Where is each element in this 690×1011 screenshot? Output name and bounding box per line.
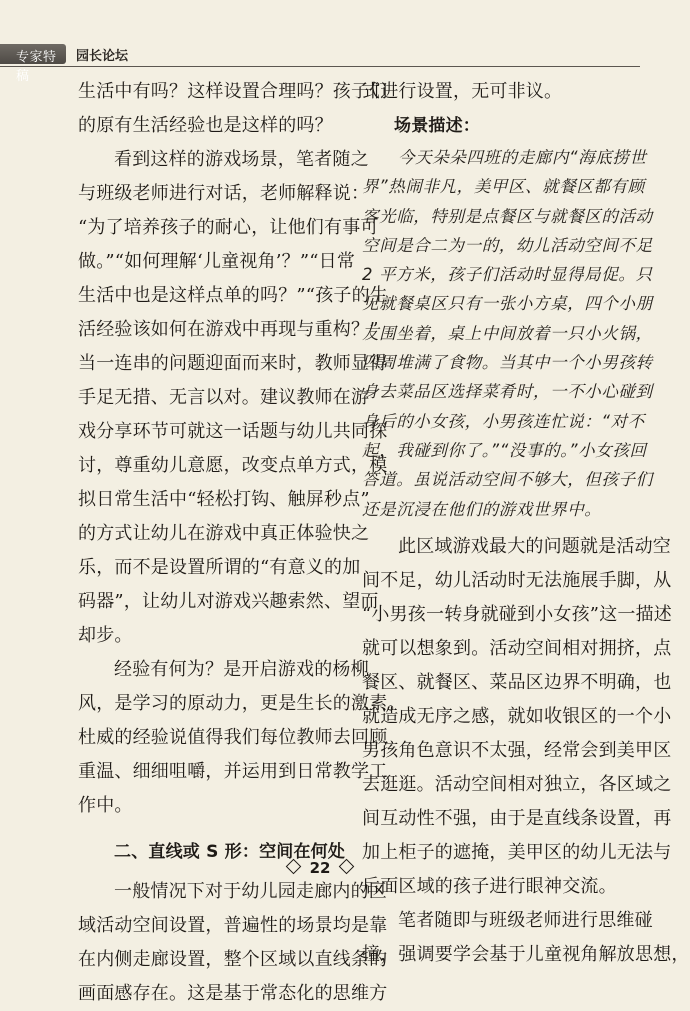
scene-line: 四周堆满了食物。当其中一个小男孩转 bbox=[362, 353, 653, 373]
text-line: 戏分享环节可就这一话题与幼儿共同探 bbox=[78, 421, 388, 442]
header-tab-label: 专家特稿 bbox=[16, 50, 57, 84]
diamond-left-icon bbox=[286, 859, 302, 875]
text-line: 男孩角色意识不太强，经常会到美甲区 bbox=[362, 739, 672, 761]
scene-line: 空间是合二为一的，幼儿活动空间不足 bbox=[362, 235, 653, 255]
text-line: 做。”“如何理解‘儿童视角’？”“日常 bbox=[78, 251, 356, 272]
scene-label: 场景描述： bbox=[394, 116, 480, 136]
text-line: 讨，尊重幼儿意愿，改变点单方式，模 bbox=[78, 455, 388, 476]
scene-line: 界”热闹非凡，美甲区、就餐区都有顾 bbox=[362, 177, 645, 197]
scene-line: 答道。虽说活动空间不够大，但孩子们 bbox=[362, 470, 653, 490]
text-line: 乐，而不是设置所谓的“有意义的加 bbox=[78, 557, 361, 578]
page-number: 22 bbox=[309, 859, 331, 877]
page-header bbox=[0, 44, 640, 84]
text-line: 手足无措、无言以对。建议教师在游 bbox=[78, 387, 370, 408]
text-line: 重温、细细咀嚼，并运用到日常教学工 bbox=[78, 761, 388, 782]
text-line: 域活动空间设置，普遍性的场景均是靠 bbox=[78, 915, 388, 936]
scene-line: 见就餐桌区只有一张小方桌，四个小朋 bbox=[362, 294, 653, 314]
scene-line: 友围坐着，桌上中间放着一只小火锅， bbox=[362, 323, 653, 343]
scene-line: 身后的小女孩，小男孩连忙说：“对不 bbox=[362, 411, 645, 431]
text-line: 码器”，让幼儿对游戏兴趣索然、望而 bbox=[78, 591, 379, 612]
text-line: 就造成无序之感，就如收银区的一个小 bbox=[362, 705, 672, 727]
paragraph-start-line: 经验有何为？是开启游戏的杨柳 bbox=[114, 659, 369, 680]
text-line: 与班级老师进行对话，老师解释说： bbox=[78, 183, 370, 204]
text-line: 作中。 bbox=[78, 795, 133, 816]
scene-line: 2 平方米，孩子们活动时显得局促。只 bbox=[362, 265, 653, 285]
text-line: 就可以想象到。活动空间相对拥挤，点 bbox=[362, 637, 672, 659]
text-line: “为了培养孩子的耐心，让他们有事可 bbox=[78, 217, 379, 238]
text-line: 后面区域的孩子进行眼神交流。 bbox=[362, 875, 617, 897]
diamond-right-icon bbox=[338, 859, 354, 875]
text-line: 当一连串的问题迎面而来时，教师显得 bbox=[78, 353, 388, 374]
text-line: 拟日常生活中“轻松打钩、触屏秒点” bbox=[78, 489, 370, 510]
scene-line: 身去菜品区选择菜肴时，一不小心碰到 bbox=[362, 382, 653, 402]
text-line: 画面感存在。这是基于常态化的思维方 bbox=[78, 983, 388, 1004]
text-line: 餐区、就餐区、菜品区边界不明确，也 bbox=[362, 671, 672, 693]
header-section-title: 园长论坛 bbox=[76, 49, 129, 64]
text-line: 在内侧走廊设置，整个区域以直线条的 bbox=[78, 949, 388, 970]
spacer bbox=[78, 823, 338, 835]
text-line: 去逛逛。活动空间相对独立，各区域之 bbox=[362, 773, 672, 795]
text-line: “小男孩一转身就碰到小女孩”这一描述 bbox=[362, 603, 673, 625]
text-line: 间不足，幼儿活动时无法施展手脚，从 bbox=[362, 569, 672, 591]
text-line: 的原有生活经验也是这样的吗？ bbox=[78, 115, 333, 136]
text-line: 撞，强调要学会基于儿童视角解放思想， bbox=[362, 943, 690, 965]
scene-line: 客光临，特别是点餐区与就餐区的活动 bbox=[362, 206, 653, 226]
text-line: 间互动性不强，由于是直线条设置，再 bbox=[362, 807, 672, 829]
paragraph-start-line: 笔者随即与班级老师进行思维碰 bbox=[398, 909, 653, 931]
text-line: 加上柜子的遮掩，美甲区的幼儿无法与 bbox=[362, 841, 672, 863]
scene-line: 还是沉浸在他们的游戏世界中。 bbox=[362, 499, 602, 519]
paragraph-start-line: 一般情况下对于幼儿园走廊内的区 bbox=[114, 881, 387, 902]
page-footer bbox=[0, 859, 640, 877]
scene-line: 起，我碰到你了。”“没事的。”小女孩回 bbox=[362, 440, 647, 460]
header-divider bbox=[0, 66, 640, 67]
text-line: 生活中有吗？这样设置合理吗？孩子们 bbox=[78, 81, 388, 102]
section-heading: 二、直线或 S 形：空间在何处 bbox=[114, 842, 346, 862]
right-column bbox=[362, 75, 690, 972]
text-line: 式进行设置，无可非议。 bbox=[362, 81, 563, 102]
paragraph-start-line: 看到这样的游戏场景，笔者随之 bbox=[114, 149, 369, 170]
text-line: 生活中也是这样点单的吗？”“孩子的生 bbox=[78, 285, 389, 306]
text-line: 风，是学习的原动力，更是生长的激素。 bbox=[78, 693, 406, 714]
scene-line: 今天朵朵四班的走廊内“海底捞世 bbox=[398, 148, 647, 167]
paragraph-start-line: 此区域游戏最大的问题就是活动空 bbox=[398, 535, 671, 557]
text-line: 杜威的经验说值得我们每位教师去回顾 bbox=[78, 727, 388, 748]
header-tab bbox=[0, 44, 66, 84]
text-line: 却步。 bbox=[78, 625, 133, 646]
text-line: 的方式让幼儿在游戏中真正体验快之 bbox=[78, 523, 370, 544]
text-line: 活经验该如何在游戏中再现与重构？” bbox=[78, 319, 379, 340]
